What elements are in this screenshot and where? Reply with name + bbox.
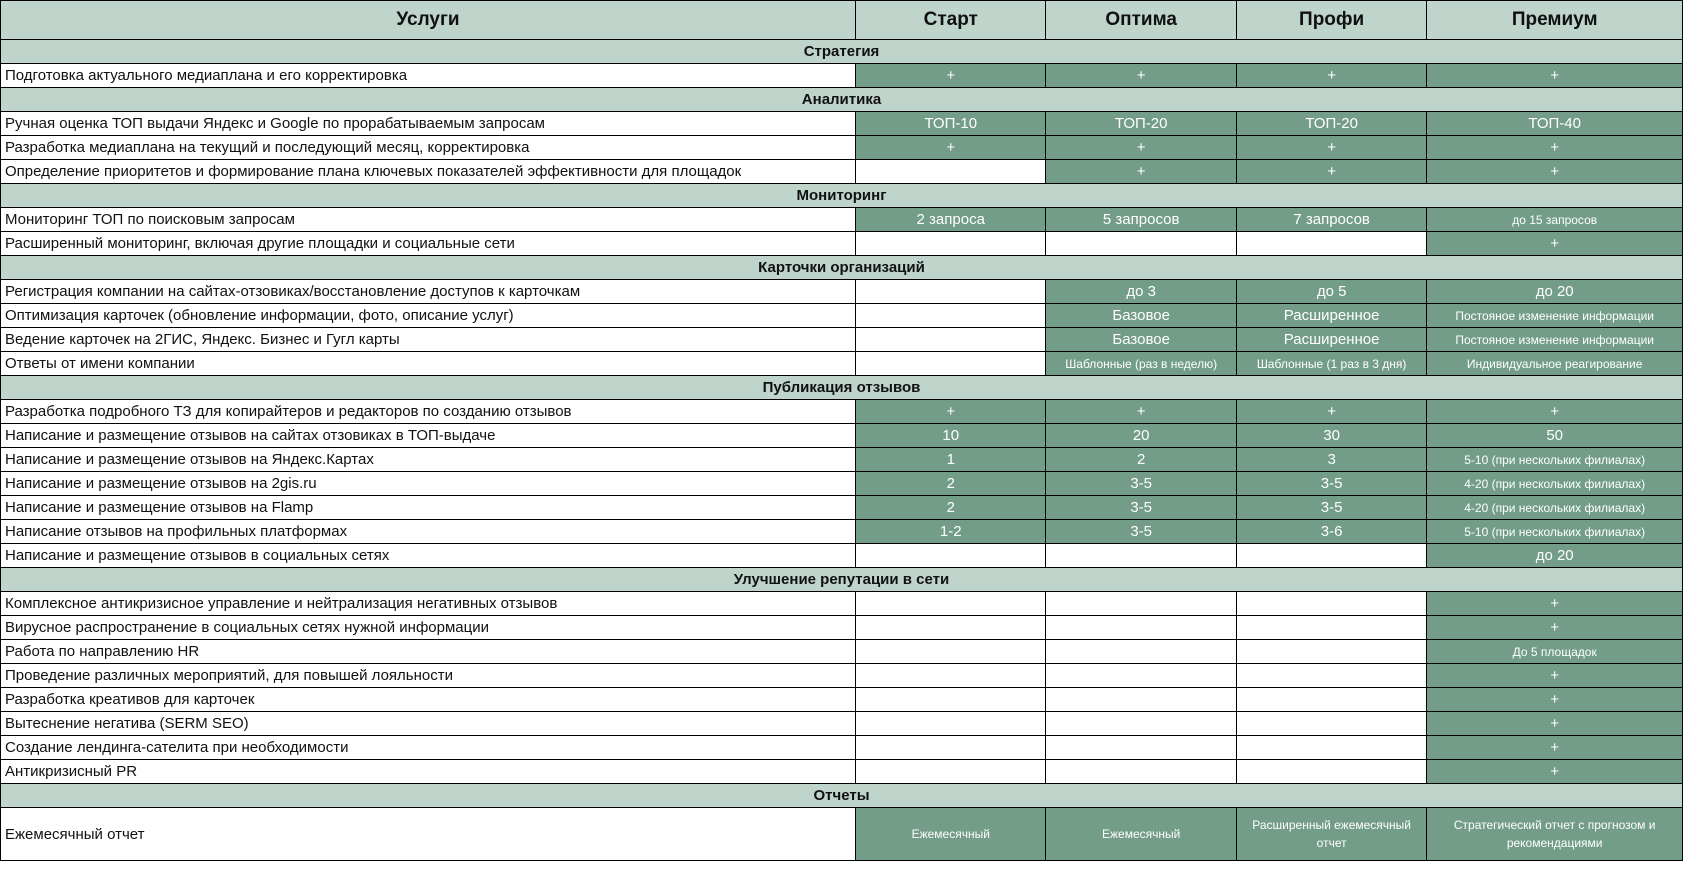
section-title: Стратегия <box>1 40 1683 64</box>
plan-value-cell: ТОП-20 <box>1236 112 1426 136</box>
plan-value-cell: + <box>1427 712 1683 736</box>
service-name-cell: Подготовка актуального медиаплана и его корректировка <box>1 64 856 88</box>
plan-value-cell: + <box>1427 160 1683 184</box>
section-header-row <box>1 184 1683 208</box>
plan-value-cell: Шаблонные (1 раз в 3 дня) <box>1236 352 1426 376</box>
plan-value-cell: + <box>1046 136 1236 160</box>
plan-value-cell <box>856 304 1046 328</box>
service-name-cell: Оптимизация карточек (обновление информации, фото, описание услуг) <box>1 304 856 328</box>
plan-value-cell: + <box>1427 616 1683 640</box>
plan-value-cell: до 15 запросов <box>1427 208 1683 232</box>
plan-value-cell: Расширенное <box>1236 304 1426 328</box>
plan-value-cell: + <box>856 136 1046 160</box>
service-name-cell: Разработка креативов для карточек <box>1 688 856 712</box>
table-row <box>1 448 1683 472</box>
service-name-cell: Написание и размещение отзывов на 2gis.ru <box>1 472 856 496</box>
plan-value-cell: 3-5 <box>1046 520 1236 544</box>
service-name-cell: Разработка подробного ТЗ для копирайтеров и редакторов по созданию отзывов <box>1 400 856 424</box>
plan-value-cell: 1 <box>856 448 1046 472</box>
table-row <box>1 808 1683 861</box>
plan-value-cell <box>1046 688 1236 712</box>
plan-value-cell <box>856 640 1046 664</box>
plan-value-cell <box>1236 232 1426 256</box>
table-row <box>1 208 1683 232</box>
plan-value-cell: + <box>1236 400 1426 424</box>
plan-value-cell: Постояное изменение информации <box>1427 304 1683 328</box>
service-name-cell: Ежемесячный отчет <box>1 808 856 861</box>
table-row <box>1 616 1683 640</box>
service-name-cell: Написание отзывов на профильных платформах <box>1 520 856 544</box>
table-row <box>1 520 1683 544</box>
table-row <box>1 352 1683 376</box>
plan-value-cell <box>856 664 1046 688</box>
plan-value-cell <box>856 760 1046 784</box>
plan-value-cell <box>856 688 1046 712</box>
table-row <box>1 544 1683 568</box>
plan-value-cell: 2 <box>1046 448 1236 472</box>
table-body <box>1 40 1683 861</box>
plan-value-cell: + <box>1046 160 1236 184</box>
plan-value-cell: + <box>1046 400 1236 424</box>
plan-value-cell: до 20 <box>1427 544 1683 568</box>
service-name-cell: Регистрация компании на сайтах-отзовиках/восстановление доступов к карточкам <box>1 280 856 304</box>
plan-value-cell <box>856 232 1046 256</box>
plan-value-cell <box>1046 232 1236 256</box>
plan-value-cell: 4-20 (при нескольких филиалах) <box>1427 496 1683 520</box>
plan-value-cell <box>1236 760 1426 784</box>
table-row <box>1 472 1683 496</box>
plan-value-cell: + <box>1427 760 1683 784</box>
plan-value-cell: 5-10 (при нескольких филиалах) <box>1427 520 1683 544</box>
plan-value-cell <box>856 544 1046 568</box>
plan-value-cell: 3-5 <box>1046 496 1236 520</box>
plan-value-cell <box>1236 592 1426 616</box>
table-row <box>1 592 1683 616</box>
service-name-cell: Комплексное антикризисное управление и нейтрализация негативных отзывов <box>1 592 856 616</box>
plan-value-cell: + <box>1427 688 1683 712</box>
plan-value-cell: Стратегический отчет с прогнозом и рекомендациями <box>1427 808 1683 861</box>
plan-value-cell: + <box>1427 64 1683 88</box>
plan-value-cell: 7 запросов <box>1236 208 1426 232</box>
plan-value-cell <box>1046 592 1236 616</box>
plan-value-cell <box>856 160 1046 184</box>
plan-value-cell: + <box>856 64 1046 88</box>
plan-value-cell: Расширенное <box>1236 328 1426 352</box>
plan-value-cell: до 5 <box>1236 280 1426 304</box>
plan-value-cell: Постояное изменение информации <box>1427 328 1683 352</box>
plan-value-cell <box>856 592 1046 616</box>
table-row <box>1 424 1683 448</box>
plan-value-cell: + <box>1427 400 1683 424</box>
plan-value-cell <box>1046 664 1236 688</box>
plan-value-cell: 5-10 (при нескольких филиалах) <box>1427 448 1683 472</box>
service-name-cell: Создание лендинга-сателита при необходимости <box>1 736 856 760</box>
section-header-row <box>1 40 1683 64</box>
header-plan-profi: Профи <box>1236 1 1426 40</box>
table-row <box>1 280 1683 304</box>
plan-value-cell <box>1236 616 1426 640</box>
plan-value-cell: + <box>1427 736 1683 760</box>
plan-value-cell <box>1236 736 1426 760</box>
section-title: Отчеты <box>1 784 1683 808</box>
plan-value-cell: ТОП-10 <box>856 112 1046 136</box>
service-name-cell: Написание и размещение отзывов на Flamp <box>1 496 856 520</box>
plan-value-cell <box>1046 616 1236 640</box>
plan-value-cell: 2 запроса <box>856 208 1046 232</box>
plan-value-cell: 3 <box>1236 448 1426 472</box>
service-name-cell: Работа по направлению HR <box>1 640 856 664</box>
plan-value-cell: 3-5 <box>1236 472 1426 496</box>
service-name-cell: Ручная оценка ТОП выдачи Яндекс и Google по прорабатываемым запросам <box>1 112 856 136</box>
table-row <box>1 736 1683 760</box>
section-header-row <box>1 88 1683 112</box>
plan-value-cell <box>1046 640 1236 664</box>
table-row <box>1 328 1683 352</box>
table-row <box>1 232 1683 256</box>
plan-value-cell: Ежемесячный <box>856 808 1046 861</box>
service-name-cell: Антикризисный PR <box>1 760 856 784</box>
section-title: Публикация отзывов <box>1 376 1683 400</box>
service-name-cell: Ответы от имени компании <box>1 352 856 376</box>
plan-value-cell <box>856 616 1046 640</box>
header-plan-optima: Оптима <box>1046 1 1236 40</box>
plan-value-cell: + <box>856 400 1046 424</box>
service-name-cell: Вирусное распространение в социальных сетях нужной информации <box>1 616 856 640</box>
table-row <box>1 400 1683 424</box>
plan-value-cell <box>1236 664 1426 688</box>
plan-value-cell: + <box>1236 136 1426 160</box>
service-name-cell: Проведение различных мероприятий, для повышей лояльности <box>1 664 856 688</box>
plan-value-cell: 20 <box>1046 424 1236 448</box>
plan-value-cell: 5 запросов <box>1046 208 1236 232</box>
plan-value-cell <box>1046 760 1236 784</box>
plan-value-cell: 3-6 <box>1236 520 1426 544</box>
header-services: Услуги <box>1 1 856 40</box>
table-row <box>1 760 1683 784</box>
plan-value-cell <box>856 280 1046 304</box>
table-row <box>1 160 1683 184</box>
plan-value-cell <box>1236 688 1426 712</box>
table-row <box>1 64 1683 88</box>
plan-value-cell <box>856 328 1046 352</box>
plan-value-cell <box>1046 736 1236 760</box>
plan-value-cell: Расширенный ежемесячный отчет <box>1236 808 1426 861</box>
plan-value-cell: Ежемесячный <box>1046 808 1236 861</box>
section-title: Мониторинг <box>1 184 1683 208</box>
plan-value-cell: Базовое <box>1046 328 1236 352</box>
plan-value-cell <box>1046 712 1236 736</box>
table-row <box>1 304 1683 328</box>
plan-value-cell: + <box>1427 592 1683 616</box>
plan-value-cell: + <box>1236 160 1426 184</box>
section-title: Аналитика <box>1 88 1683 112</box>
plan-value-cell: Индивидуальное реагирование <box>1427 352 1683 376</box>
service-name-cell: Мониторинг ТОП по поисковым запросам <box>1 208 856 232</box>
plan-value-cell: Базовое <box>1046 304 1236 328</box>
plan-value-cell: ТОП-20 <box>1046 112 1236 136</box>
plan-value-cell: 10 <box>856 424 1046 448</box>
plan-value-cell <box>1046 544 1236 568</box>
plan-value-cell: 30 <box>1236 424 1426 448</box>
table-row <box>1 112 1683 136</box>
plan-value-cell: Шаблонные (раз в неделю) <box>1046 352 1236 376</box>
plan-value-cell <box>1236 544 1426 568</box>
section-header-row <box>1 784 1683 808</box>
plan-value-cell: + <box>1046 64 1236 88</box>
plan-value-cell <box>856 352 1046 376</box>
plan-value-cell: + <box>1427 664 1683 688</box>
plan-value-cell: 4-20 (при нескольких филиалах) <box>1427 472 1683 496</box>
plan-value-cell: до 3 <box>1046 280 1236 304</box>
plan-value-cell: + <box>1236 64 1426 88</box>
section-header-row <box>1 256 1683 280</box>
plan-value-cell: до 20 <box>1427 280 1683 304</box>
plan-value-cell: 3-5 <box>1046 472 1236 496</box>
plan-value-cell: + <box>1427 136 1683 160</box>
plan-value-cell <box>856 712 1046 736</box>
header-plan-premium: Премиум <box>1427 1 1683 40</box>
plan-value-cell: До 5 площадок <box>1427 640 1683 664</box>
service-name-cell: Написание и размещение отзывов на сайтах отзовиках в ТОП-выдаче <box>1 424 856 448</box>
plan-value-cell: 2 <box>856 472 1046 496</box>
service-name-cell: Написание и размещение отзывов в социальных сетях <box>1 544 856 568</box>
section-header-row <box>1 568 1683 592</box>
plan-value-cell: ТОП-40 <box>1427 112 1683 136</box>
table-row <box>1 664 1683 688</box>
service-name-cell: Разработка медиаплана на текущий и последующий месяц, корректировка <box>1 136 856 160</box>
service-name-cell: Ведение карточек на 2ГИС, Яндекс. Бизнес и Гугл карты <box>1 328 856 352</box>
plan-value-cell: + <box>1427 232 1683 256</box>
plan-value-cell: 50 <box>1427 424 1683 448</box>
table-header-row <box>1 1 1683 40</box>
plan-value-cell: 1-2 <box>856 520 1046 544</box>
table-row <box>1 712 1683 736</box>
header-plan-start: Старт <box>856 1 1046 40</box>
table-row <box>1 688 1683 712</box>
plan-value-cell: 3-5 <box>1236 496 1426 520</box>
plan-value-cell <box>856 736 1046 760</box>
service-name-cell: Определение приоритетов и формирование плана ключевых показателей эффективности для площадок <box>1 160 856 184</box>
table-row <box>1 136 1683 160</box>
table-row <box>1 496 1683 520</box>
service-name-cell: Написание и размещение отзывов на Яндекс.Картах <box>1 448 856 472</box>
plan-value-cell <box>1236 640 1426 664</box>
section-title: Улучшение репутации в сети <box>1 568 1683 592</box>
service-name-cell: Вытеснение негатива (SERM SEO) <box>1 712 856 736</box>
section-title: Карточки организаций <box>1 256 1683 280</box>
plan-value-cell <box>1236 712 1426 736</box>
service-name-cell: Расширенный мониторинг, включая другие площадки и социальные сети <box>1 232 856 256</box>
plan-value-cell: 2 <box>856 496 1046 520</box>
section-header-row <box>1 376 1683 400</box>
table-row <box>1 640 1683 664</box>
